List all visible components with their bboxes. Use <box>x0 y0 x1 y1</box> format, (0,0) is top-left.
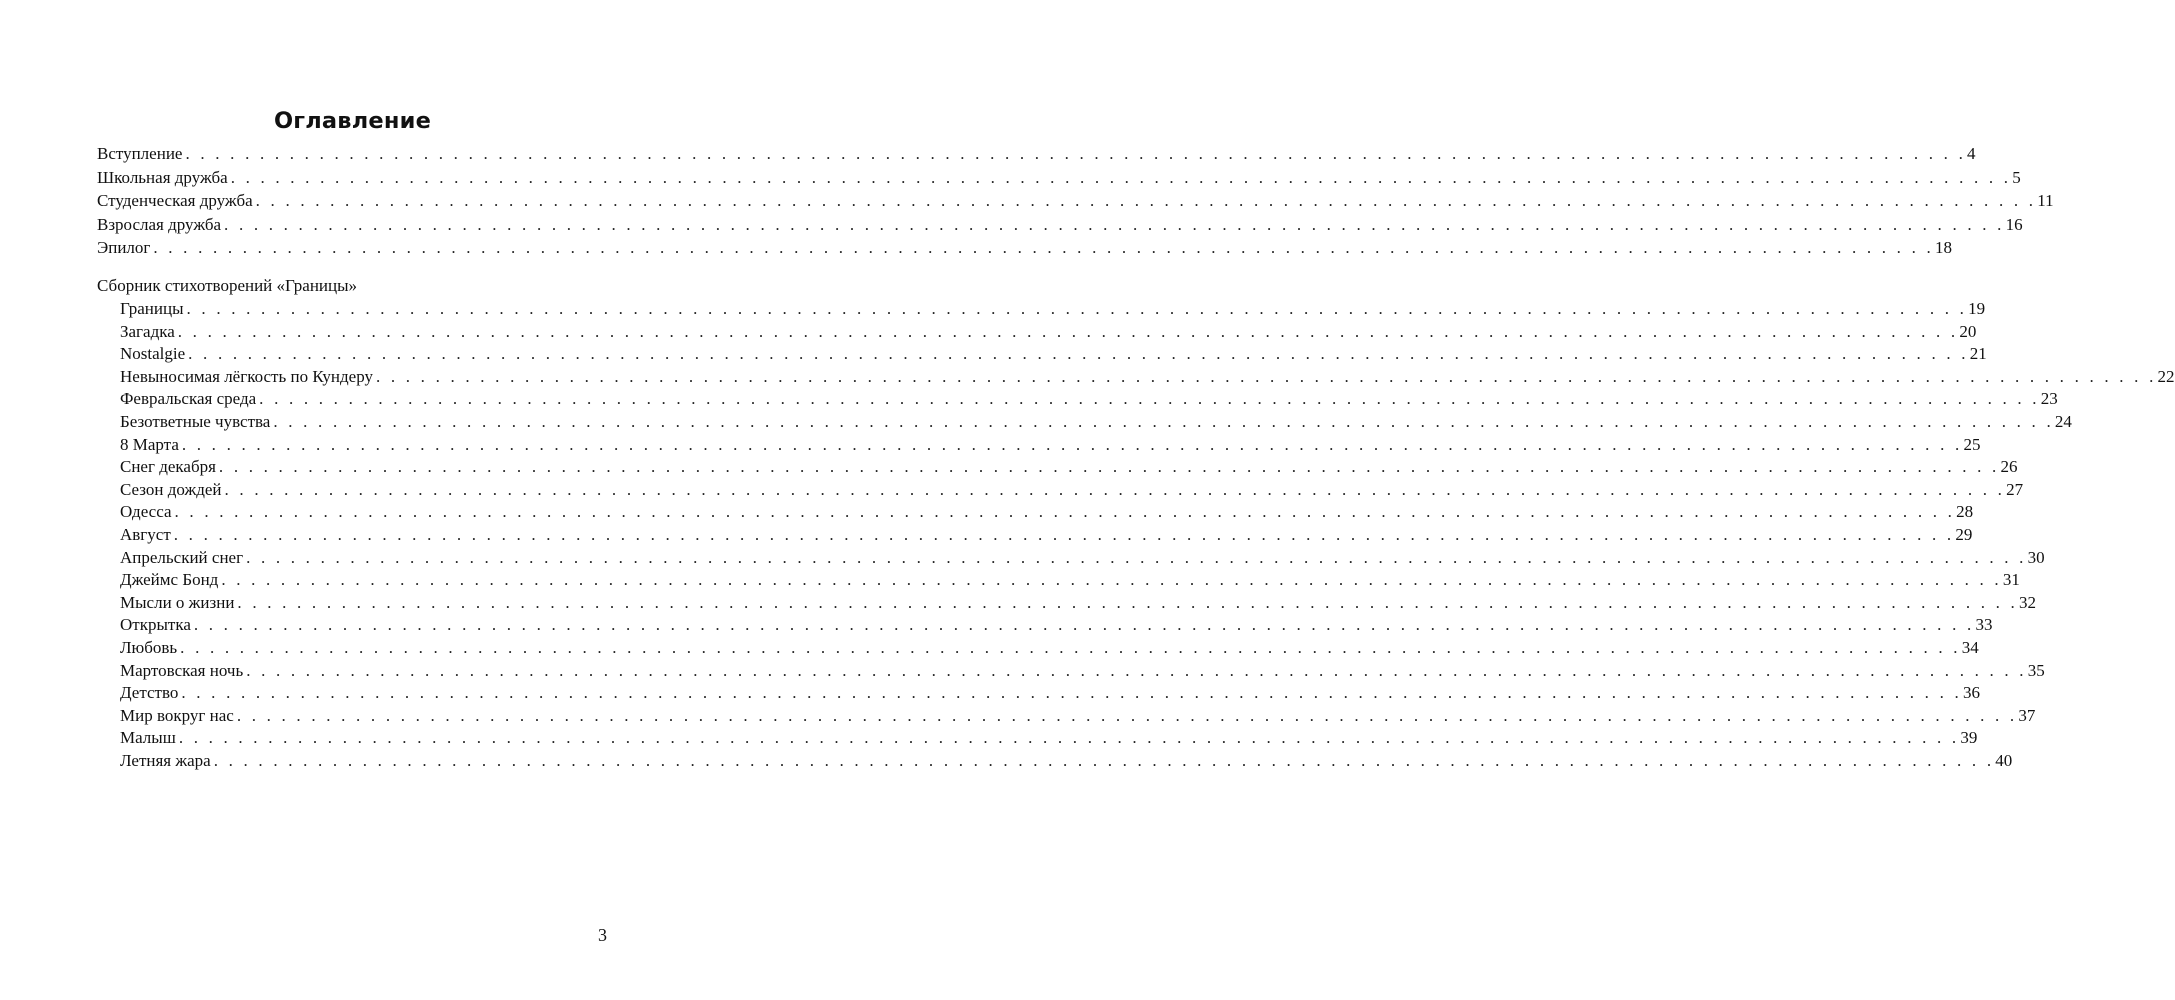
toc-entry-title: Вступление <box>97 144 183 163</box>
toc-entry-title: Мысли о жизни <box>120 592 235 612</box>
toc-entry-page: 24 <box>2054 412 2072 431</box>
toc-entry[interactable] <box>120 479 2024 501</box>
toc-entry-page: 11 <box>2037 191 2054 210</box>
toc-entry-title: Февральская среда <box>120 389 257 409</box>
toc-dot-leader: . . . . . . . . . . . . . . . . . . . . . . . . . . . . . . . . . . . . . . . . . . . . . . . . . . . . . . . . . . . . . . . . . . . . . . . . . . . . . . . . . . . . . . . . . . . . . . . . . . . . . . . . . . . . . . . . . . . . . . . . <box>213 751 1995 770</box>
toc-entry-title: Август <box>120 525 171 544</box>
toc-entry-page: 34 <box>1961 638 1979 657</box>
toc-entry[interactable] <box>120 682 1980 704</box>
toc-entry-title: Студенческая дружба <box>97 191 253 210</box>
toc-dot-leader: . . . . . . . . . . . . . . . . . . . . . . . . . . . . . . . . . . . . . . . . . . . . . . . . . . . . . . . . . . . . . . . . . . . . . . . . . . . . . . . . . . . . . . . . . . . . . . . . . . . . . . . . . . . . . . . . . . . . . . . . <box>259 389 2040 409</box>
toc-dot-leader: . . . . . . . . . . . . . . . . . . . . . . . . . . . . . . . . . . . . . . . . . . . . . . . . . . . . . . . . . . . . . . . . . . . . . . . . . . . . . . . . . . . . . . . . . . . . . . . . . . . . . . . . . . . . . . . . . . . . . . . . <box>224 214 2005 234</box>
toc-entry-page: 4 <box>1967 144 1976 163</box>
toc-dot-leader: . . . . . . . . . . . . . . . . . . . . . . . . . . . . . . . . . . . . . . . . . . . . . . . . . . . . . . . . . . . . . . . . . . . . . . . . . . . . . . . . . . . . . . . . . . . . . . . . . . . . . . . . . . . . . . . . . . . . . . . . <box>173 525 1955 544</box>
toc-entry[interactable] <box>97 167 2021 189</box>
toc-dot-leader: . . . . . . . . . . . . . . . . . . . . . . . . . . . . . . . . . . . . . . . . . . . . . . . . . . . . . . . . . . . . . . . . . . . . . . . . . . . . . . . . . . . . . . . . . . . . . . . . . . . . . . . . . . . . . . . . . . . . . . . . <box>221 570 2002 590</box>
toc-entry[interactable] <box>120 660 2045 682</box>
toc-entry-page: 30 <box>2027 547 2045 567</box>
toc-entry[interactable] <box>97 214 2023 236</box>
toc-entry-title: Мир вокруг нас <box>120 705 234 725</box>
toc-entry[interactable] <box>97 237 1952 259</box>
toc-entry[interactable] <box>120 592 2036 614</box>
toc-dot-leader: . . . . . . . . . . . . . . . . . . . . . . . . . . . . . . . . . . . . . . . . . . . . . . . . . . . . . . . . . . . . . . . . . . . . . . . . . . . . . . . . . . . . . . . . . . . . . . . . . . . . . . . . . . . . . . . . . . . . . . . . <box>180 638 1961 657</box>
toc-entry-title: Апрельский снег <box>120 547 244 567</box>
toc-entry-title: Летняя жара <box>120 751 211 770</box>
toc-entry-title: Загадка <box>120 321 175 341</box>
toc-entry-page: 18 <box>1934 238 1952 257</box>
toc-entry[interactable] <box>120 388 2058 410</box>
toc-entry[interactable] <box>120 637 1979 659</box>
toc-entry[interactable] <box>120 569 2020 591</box>
toc-entry[interactable] <box>120 501 1974 523</box>
toc-entry-title: Детство <box>120 683 179 703</box>
toc-entry-page: 26 <box>2000 457 2018 477</box>
toc-dot-leader: . . . . . . . . . . . . . . . . . . . . . . . . . . . . . . . . . . . . . . . . . . . . . . . . . . . . . . . . . . . . . . . . . . . . . . . . . . . . . . . . . . . . . . . . . . . . . . . . . . . . . . . . . . . . . . . . . . . . . . . . <box>178 728 1960 748</box>
toc-dot-leader: . . . . . . . . . . . . . . . . . . . . . . . . . . . . . . . . . . . . . . . . . . . . . . . . . . . . . . . . . . . . . . . . . . . . . . . . . . . . . . . . . . . . . . . . . . . . . . . . . . . . . . . . . . . . . . . . . . . . . . . . <box>193 615 1975 635</box>
toc-entry-page: 22 <box>2157 366 2175 386</box>
toc-entry-title: Границы <box>120 299 184 318</box>
toc-entry[interactable] <box>120 321 1977 343</box>
toc-dot-leader: . . . . . . . . . . . . . . . . . . . . . . . . . . . . . . . . . . . . . . . . . . . . . . . . . . . . . . . . . . . . . . . . . . . . . . . . . . . . . . . . . . . . . . . . . . . . . . . . . . . . . . . . . . . . . . . . . . . . . . . . <box>185 144 1967 163</box>
toc-entry-page: 25 <box>1963 434 1981 454</box>
toc-entry-page: 40 <box>1995 751 2013 770</box>
toc-entry-page: 31 <box>2002 570 2020 590</box>
toc-dot-leader: . . . . . . . . . . . . . . . . . . . . . . . . . . . . . . . . . . . . . . . . . . . . . . . . . . . . . . . . . . . . . . . . . . . . . . . . . . . . . . . . . . . . . . . . . . . . . . . . . . . . . . . . . . . . . . . . . . . . . . . . <box>174 502 1956 522</box>
toc-entry-title: Школьная дружба <box>97 167 228 187</box>
toc-entry-page: 39 <box>1960 728 1978 748</box>
page-title: Оглавление <box>273 108 432 135</box>
toc-entry-title: Снег декабря <box>120 457 216 477</box>
toc-dot-leader: . . . . . . . . . . . . . . . . . . . . . . . . . . . . . . . . . . . . . . . . . . . . . . . . . . . . . . . . . . . . . . . . . . . . . . . . . . . . . . . . . . . . . . . . . . . . . . . . . . . . . . . . . . . . . . . . . . . . . . . . <box>236 705 2018 725</box>
toc-entry-page: 21 <box>1969 344 1987 364</box>
toc-entry-title: Одесса <box>120 502 172 522</box>
toc-entry-title: Сезон дождей <box>120 479 222 499</box>
toc-entry[interactable] <box>120 705 2036 727</box>
toc-entry[interactable] <box>120 614 1993 636</box>
toc-entry[interactable] <box>120 456 2018 478</box>
toc-dot-leader: . . . . . . . . . . . . . . . . . . . . . . . . . . . . . . . . . . . . . . . . . . . . . . . . . . . . . . . . . . . . . . . . . . . . . . . . . . . . . . . . . . . . . . . . . . . . . . . . . . . . . . . . . . . . . . . . . . . . . . . . <box>153 238 1934 257</box>
section-heading-poems: Сборник стихотворений «Границы» <box>97 276 358 295</box>
toc-entry[interactable] <box>120 547 2045 569</box>
toc-dot-leader: . . . . . . . . . . . . . . . . . . . . . . . . . . . . . . . . . . . . . . . . . . . . . . . . . . . . . . . . . . . . . . . . . . . . . . . . . . . . . . . . . . . . . . . . . . . . . . . . . . . . . . . . . . . . . . . . . . . . . . . . <box>246 547 2027 567</box>
toc-dot-leader: . . . . . . . . . . . . . . . . . . . . . . . . . . . . . . . . . . . . . . . . . . . . . . . . . . . . . . . . . . . . . . . . . . . . . . . . . . . . . . . . . . . . . . . . . . . . . . . . . . . . . . . . . . . . . . . . . . . . . . . . <box>237 592 2018 612</box>
toc-dot-leader: . . . . . . . . . . . . . . . . . . . . . . . . . . . . . . . . . . . . . . . . . . . . . . . . . . . . . . . . . . . . . . . . . . . . . . . . . . . . . . . . . . . . . . . . . . . . . . . . . . . . . . . . . . . . . . . . . . . . . . . . <box>177 321 1959 341</box>
page-number: 3 <box>598 925 607 945</box>
toc-dot-leader: . . . . . . . . . . . . . . . . . . . . . . . . . . . . . . . . . . . . . . . . . . . . . . . . . . . . . . . . . . . . . . . . . . . . . . . . . . . . . . . . . . . . . . . . . . . . . . . . . . . . . . . . . . . . . . . . . . . . . . . . <box>186 299 1968 318</box>
toc-entry[interactable] <box>120 750 2013 772</box>
toc-entry[interactable] <box>97 190 2054 212</box>
toc-dot-leader: . . . . . . . . . . . . . . . . . . . . . . . . . . . . . . . . . . . . . . . . . . . . . . . . . . . . . . . . . . . . . . . . . . . . . . . . . . . . . . . . . . . . . . . . . . . . . . . . . . . . . . . . . . . . . . . . . . . . . . . . <box>224 479 2006 499</box>
toc-entry-page: 32 <box>2018 592 2036 612</box>
toc-entry-title: Взрослая дружба <box>97 214 222 234</box>
toc-dot-leader: . . . . . . . . . . . . . . . . . . . . . . . . . . . . . . . . . . . . . . . . . . . . . . . . . . . . . . . . . . . . . . . . . . . . . . . . . . . . . . . . . . . . . . . . . . . . . . . . . . . . . . . . . . . . . . . . . . . . . . . . <box>375 366 2157 386</box>
toc-entry-title: 8 Марта <box>120 434 179 454</box>
toc-entry-title: Мартовская ночь <box>120 660 244 680</box>
toc-dot-leader: . . . . . . . . . . . . . . . . . . . . . . . . . . . . . . . . . . . . . . . . . . . . . . . . . . . . . . . . . . . . . . . . . . . . . . . . . . . . . . . . . . . . . . . . . . . . . . . . . . . . . . . . . . . . . . . . . . . . . . . . <box>255 191 2037 210</box>
toc-entry[interactable] <box>120 434 1981 456</box>
toc-dot-leader: . . . . . . . . . . . . . . . . . . . . . . . . . . . . . . . . . . . . . . . . . . . . . . . . . . . . . . . . . . . . . . . . . . . . . . . . . . . . . . . . . . . . . . . . . . . . . . . . . . . . . . . . . . . . . . . . . . . . . . . . <box>218 457 2000 477</box>
toc-entry-page: 27 <box>2006 479 2024 499</box>
toc-dot-leader: . . . . . . . . . . . . . . . . . . . . . . . . . . . . . . . . . . . . . . . . . . . . . . . . . . . . . . . . . . . . . . . . . . . . . . . . . . . . . . . . . . . . . . . . . . . . . . . . . . . . . . . . . . . . . . . . . . . . . . . . <box>181 683 1962 703</box>
toc-dot-leader: . . . . . . . . . . . . . . . . . . . . . . . . . . . . . . . . . . . . . . . . . . . . . . . . . . . . . . . . . . . . . . . . . . . . . . . . . . . . . . . . . . . . . . . . . . . . . . . . . . . . . . . . . . . . . . . . . . . . . . . . <box>230 167 2012 187</box>
toc-dot-leader: . . . . . . . . . . . . . . . . . . . . . . . . . . . . . . . . . . . . . . . . . . . . . . . . . . . . . . . . . . . . . . . . . . . . . . . . . . . . . . . . . . . . . . . . . . . . . . . . . . . . . . . . . . . . . . . . . . . . . . . . <box>246 660 2027 680</box>
toc-entry-page: 36 <box>1962 683 1980 703</box>
toc-entry-page: 37 <box>2018 705 2036 725</box>
toc-entry[interactable] <box>120 298 1986 320</box>
toc-entry-page: 23 <box>2040 389 2058 409</box>
toc-entry-page: 33 <box>1975 615 1993 635</box>
toc-entry-page: 29 <box>1955 525 1973 544</box>
toc-entry[interactable] <box>120 366 2175 388</box>
toc-entry-page: 20 <box>1959 321 1977 341</box>
toc-entry[interactable] <box>97 143 1976 165</box>
toc-entry-title: Эпилог <box>97 238 151 257</box>
toc-entry-title: Любовь <box>120 638 178 657</box>
toc-entry-title: Открытка <box>120 615 191 635</box>
toc-dot-leader: . . . . . . . . . . . . . . . . . . . . . . . . . . . . . . . . . . . . . . . . . . . . . . . . . . . . . . . . . . . . . . . . . . . . . . . . . . . . . . . . . . . . . . . . . . . . . . . . . . . . . . . . . . . . . . . . . . . . . . . . <box>188 344 1969 364</box>
toc-entry[interactable] <box>120 411 2072 433</box>
toc-dot-leader: . . . . . . . . . . . . . . . . . . . . . . . . . . . . . . . . . . . . . . . . . . . . . . . . . . . . . . . . . . . . . . . . . . . . . . . . . . . . . . . . . . . . . . . . . . . . . . . . . . . . . . . . . . . . . . . . . . . . . . . . <box>273 412 2054 431</box>
toc-entry-page: 5 <box>2012 167 2021 187</box>
toc-entry[interactable] <box>120 343 1987 365</box>
toc-entry-title: Невыносимая лёгкость по Кундеру <box>120 366 373 386</box>
toc-entry[interactable] <box>120 524 1973 546</box>
toc-entry-page: 19 <box>1968 299 1986 318</box>
toc-entry-page: 28 <box>1956 502 1974 522</box>
toc-entry-title: Безответные чувства <box>120 412 271 431</box>
toc-entry-title: Джеймс Бонд <box>120 570 219 590</box>
toc-entry-title: Nostalgie <box>120 344 186 364</box>
toc-entry-title: Малыш <box>120 728 176 748</box>
toc-entry-page: 35 <box>2027 660 2045 680</box>
toc-dot-leader: . . . . . . . . . . . . . . . . . . . . . . . . . . . . . . . . . . . . . . . . . . . . . . . . . . . . . . . . . . . . . . . . . . . . . . . . . . . . . . . . . . . . . . . . . . . . . . . . . . . . . . . . . . . . . . . . . . . . . . . . <box>181 434 1963 454</box>
toc-entry[interactable] <box>120 727 1978 749</box>
toc-entry-page: 16 <box>2005 214 2023 234</box>
